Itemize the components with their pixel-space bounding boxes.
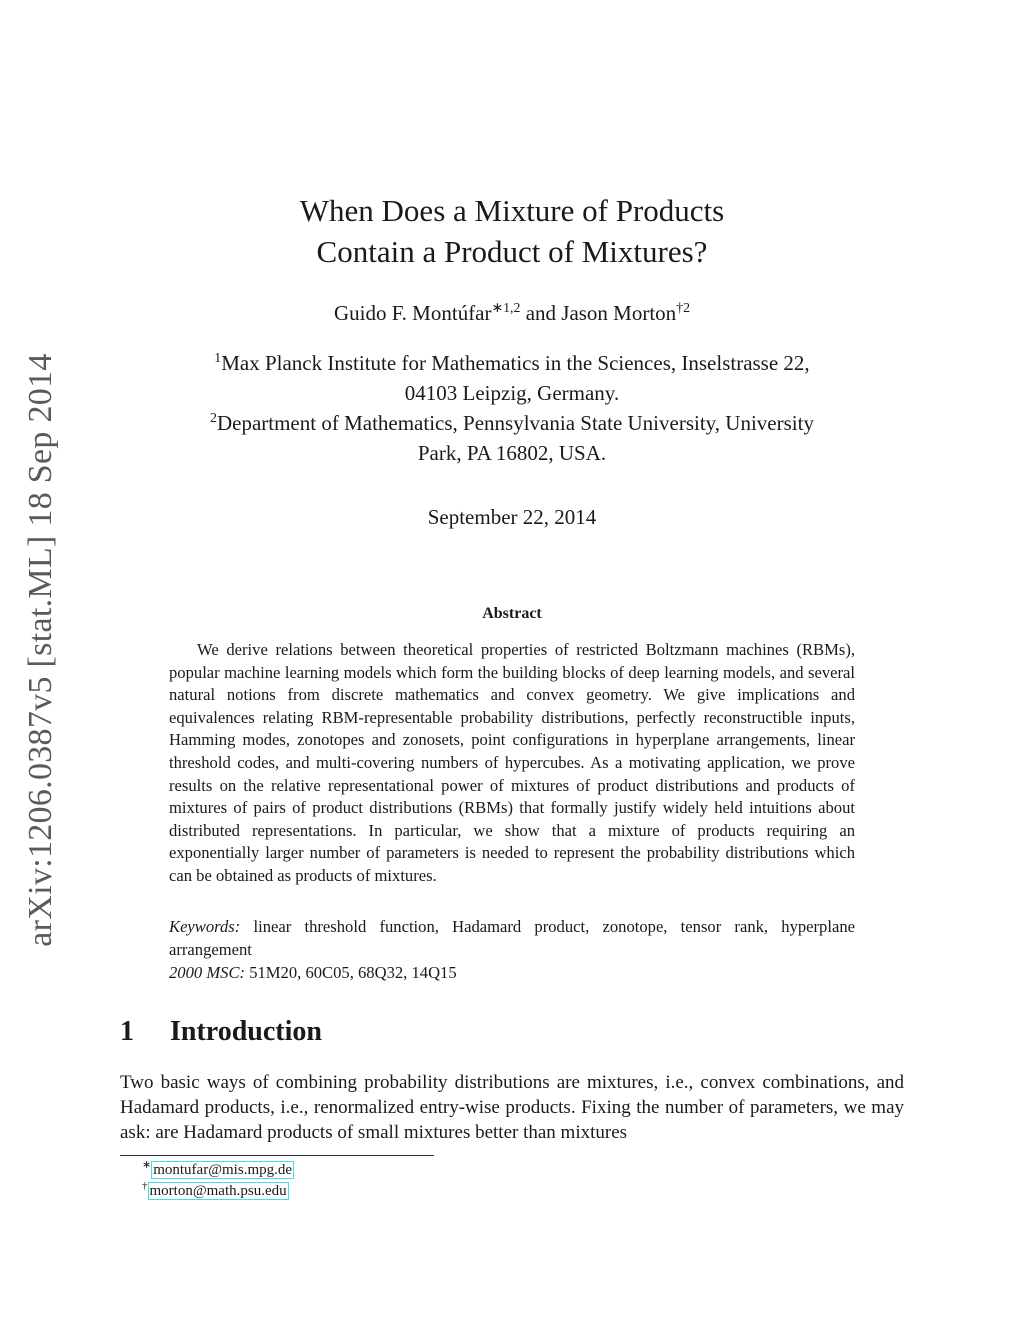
author-montufar: Guido F. Montúfar xyxy=(333,301,492,325)
title-line-1: When Does a Mixture of Products xyxy=(299,193,725,228)
affiliation-2-mark: 2 xyxy=(210,410,217,425)
author-morton: Jason Morton xyxy=(561,301,677,325)
author-montufar-marks: ∗1,2 xyxy=(491,300,521,315)
affiliation-1-mark: 1 xyxy=(214,350,222,365)
introduction-paragraph: Two basic ways of combining probability distributions are mixtures, i.e., convex combinations, and Hadamard products, i.e., renormalized entry-wise products. Fixing the number of parameters, we may ask: are Hadamard products of small mixtures better than mixtures xyxy=(120,1072,904,1143)
section-title: Introduction xyxy=(170,1016,322,1047)
msc-codes xyxy=(169,962,855,985)
footnote-1 xyxy=(142,1158,294,1179)
arxiv-identifier-stamp: arXiv:1206.0387v5 [stat.ML] 18 Sep 2014 xyxy=(22,353,59,947)
affiliations xyxy=(0,348,1024,468)
email-link-montufar[interactable]: montufar@mis.mpg.de xyxy=(153,1162,293,1178)
affiliation-2-line-1: $^2$Department of Mathematics, Pennsylvania State University, University xyxy=(210,410,814,435)
title-line-2: Contain a Product of Mixtures? xyxy=(316,234,708,269)
paper-date: September 22, 2014 xyxy=(427,505,597,529)
msc-list: 51M20, 60C05, 68Q32, 14Q15 xyxy=(245,963,457,982)
section-number: 1 xyxy=(120,1016,134,1047)
author-list xyxy=(0,298,1024,328)
affiliation-1-line-2: 04103 Leipzig, Germany. xyxy=(404,381,620,405)
keywords-list: linear threshold function, Hadamard product, zonotope, tensor rank, hyperplane arrangement xyxy=(169,917,855,959)
abstract-text: We derive relations between theoretical properties of restricted Boltzmann machines (RBMs), popular machine learning models which form the building blocks of deep learning models, and several natural notions from discrete mathematics and convex geometry. We give implications and equivalences relating RBM-representable probability distributions, perfectly reconstructible inputs, Hamming modes, zonotopes and zonosets, point configurations in hyperplane arrangements, linear threshold codes, and multi-covering numbers of hypercubes. As a motivating application, we prove results on the relative representational power of mixtures of product distributions and products of mixtures of pairs of product distributions (RBMs) that formally justify widely held intuitions about distributed representations. In particular, we show that a mixture of products requiring an exponentially larger number of parameters is needed to represent the probability distributions which can be obtained as products of mixtures. xyxy=(169,640,855,885)
footnote-2-mark: † xyxy=(142,1180,148,1192)
keywords-label: Keywords: xyxy=(169,917,241,936)
author-conjunction: and xyxy=(520,301,562,325)
affiliation-1-line-1: $^1$Max Planck Institute for Mathematics in the Sciences, Inselstrasse 22, xyxy=(214,350,810,375)
msc-label: 2000 MSC: xyxy=(169,963,246,982)
footnote-2 xyxy=(142,1180,289,1200)
abstract-heading: Abstract xyxy=(482,605,542,622)
footnote-rule xyxy=(120,1155,434,1156)
email-link-morton[interactable]: morton@math.psu.edu xyxy=(149,1183,287,1199)
author-morton-marks: †2 xyxy=(676,300,691,315)
paper-title xyxy=(0,190,1024,272)
affiliation-2-line-2: Park, PA 16802, USA. xyxy=(417,441,607,465)
footnote-1-mark: ∗ xyxy=(142,1159,152,1171)
keywords xyxy=(169,916,855,961)
section-heading-introduction xyxy=(120,1016,322,1048)
